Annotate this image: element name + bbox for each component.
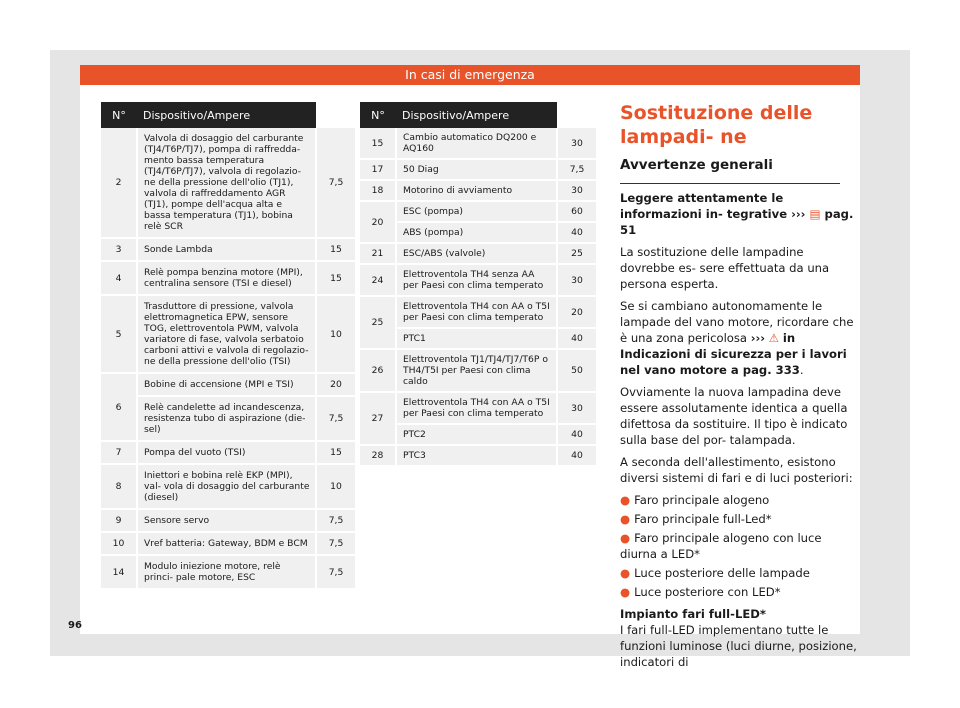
- fuse-device: Modulo iniezione motore, relè princi- pale motore, ESC: [137, 555, 316, 589]
- fuse-device: Relè candelette ad incandescenza, resistenza tubo di aspirazione (die- sel): [137, 396, 316, 441]
- fuse-number: 18: [360, 180, 396, 201]
- fuse-device: Relè pompa benzina motore (MPI), centralina sensore (TSI e diesel): [137, 261, 316, 295]
- fuse-ampere: 10: [316, 295, 355, 373]
- fuse-number: 28: [360, 445, 396, 466]
- fuse-number: 5: [101, 295, 137, 373]
- fuse-ampere: 7,5: [316, 396, 355, 441]
- table-row: [360, 159, 596, 180]
- table-row: [101, 373, 355, 396]
- fuse-number: 24: [360, 264, 396, 296]
- fuse-device: ESC (pompa): [396, 201, 557, 222]
- fuse-number: 15: [360, 128, 396, 159]
- table-row: [360, 201, 596, 222]
- fuse-ampere: 25: [557, 243, 596, 264]
- table-row: [101, 532, 355, 555]
- fuse-number: 4: [101, 261, 137, 295]
- fuse-number: 9: [101, 509, 137, 532]
- fuse-ampere: 7,5: [316, 509, 355, 532]
- warning-paragraph: Se si cambiano autonomamente le lampade del vano motore, ricordare che è una zona pericolosa ››› ⚠ in Indicazioni di sicurezza per i lavori nel vano motore a pag. 333.: [620, 299, 854, 377]
- fuse-device: 50 Diag: [396, 159, 557, 180]
- bullet-icon: ●: [620, 566, 631, 580]
- fuse-device: Trasduttore di pressione, valvola elettromagnetica EPW, sensore TOG, elettroventola PWM, valvola variatore di fase, valvola serbatoio carboni attivi e valvola di regolazio- ne della pressione dell'olio (TSI): [137, 295, 316, 373]
- list-item: ● Luce posteriore con LED*: [620, 585, 781, 599]
- table-row: [101, 509, 355, 532]
- table-row: [360, 243, 596, 264]
- intro-paragraph: Leggere attentamente le informazioni in- tegrative ››› ▤ pag. 51: [620, 191, 854, 237]
- table-row: [360, 264, 596, 296]
- fuse-table-left: [101, 102, 355, 590]
- fuse-device: Motorino di avviamento: [396, 180, 557, 201]
- fuse-number: 10: [101, 532, 137, 555]
- fuse-number: 14: [101, 555, 137, 589]
- book-icon: ▤: [809, 207, 821, 221]
- fuse-ampere: 50: [557, 349, 596, 392]
- fuse-number: 21: [360, 243, 396, 264]
- fuse-ampere: 7,5: [316, 128, 355, 238]
- table-row: [360, 222, 596, 243]
- fuse-ampere: 40: [557, 222, 596, 243]
- fuse-table-right: [360, 102, 596, 467]
- paragraph: I fari full-LED implementano tutte le funzioni luminose (luci diurne, posizione, indicatori di: [620, 623, 857, 669]
- fuse-ampere: 20: [316, 373, 355, 396]
- fuse-device: PTC1: [396, 328, 557, 349]
- table-row: [101, 464, 355, 509]
- table-row: [101, 295, 355, 373]
- page-link[interactable]: pag. 51: [620, 207, 854, 237]
- fuse-ampere: 30: [557, 128, 596, 159]
- fuse-device: Vref batteria: Gateway, BDM e BCM: [137, 532, 316, 555]
- fuse-device: Cambio automatico DQ200 e AQ160: [396, 128, 557, 159]
- fuse-number: 7: [101, 441, 137, 464]
- fuse-device: ESC/ABS (valvole): [396, 243, 557, 264]
- list-item: ● Luce posteriore delle lampade: [620, 566, 810, 580]
- table-row: [101, 396, 355, 441]
- fuse-device: Elettroventola TH4 con AA o T5I per Paesi con clima temperato: [396, 296, 557, 328]
- fuse-number: 3: [101, 238, 137, 261]
- bullet-icon: ●: [620, 512, 631, 526]
- fuse-device: PTC3: [396, 445, 557, 466]
- table-row: [101, 238, 355, 261]
- fuse-number: 27: [360, 392, 396, 445]
- lights-list: [620, 492, 860, 600]
- table-row: [360, 328, 596, 349]
- col-header-number: N°: [101, 102, 137, 128]
- manual-page: [68, 65, 860, 669]
- fuse-device: Bobine di accensione (MPI e TSI): [137, 373, 316, 396]
- fuse-ampere: 40: [557, 328, 596, 349]
- list-item: ● Faro principale full-Led*: [620, 512, 772, 526]
- fuse-device: Elettroventola TJ1/TJ4/TJ7/T6P o TH4/T5I per Paesi con clima caldo: [396, 349, 557, 392]
- bullet-icon: ●: [620, 585, 631, 599]
- list-item: ● Faro principale alogeno con luce diurna a LED*: [620, 531, 822, 561]
- fuse-ampere: 15: [316, 441, 355, 464]
- bulb-replacement-section: [620, 101, 860, 676]
- fuse-device: Sensore servo: [137, 509, 316, 532]
- fuse-ampere: 20: [557, 296, 596, 328]
- col-header-device: Dispositivo/Ampere: [396, 102, 557, 128]
- divider: [620, 183, 840, 184]
- table-row: [360, 445, 596, 466]
- table-row: [101, 555, 355, 589]
- fuse-ampere: 30: [557, 264, 596, 296]
- fuse-ampere: 30: [557, 392, 596, 424]
- fuse-device: Elettroventola TH4 senza AA per Paesi con clima temperato: [396, 264, 557, 296]
- table-row: [101, 128, 355, 238]
- bullet-icon: ●: [620, 493, 631, 507]
- paragraph: Ovviamente la nuova lampadina deve essere assolutamente identica a quella difettosa da sostituire. Il tipo è indicato sulla base del por- talampada.: [620, 385, 848, 447]
- section-header: In casi di emergenza: [80, 65, 860, 85]
- fuse-device: ABS (pompa): [396, 222, 557, 243]
- fuse-ampere: 15: [316, 238, 355, 261]
- fuse-ampere: 7,5: [316, 532, 355, 555]
- fuse-ampere: 30: [557, 180, 596, 201]
- fuse-number: 8: [101, 464, 137, 509]
- table-row: [360, 180, 596, 201]
- fuse-ampere: 7,5: [316, 555, 355, 589]
- table-row: [101, 441, 355, 464]
- fuse-ampere: 60: [557, 201, 596, 222]
- section-subtitle: Avvertenze generali: [620, 157, 773, 173]
- fuse-ampere: 15: [316, 261, 355, 295]
- page-number: 96: [68, 620, 82, 631]
- fuse-device: Sonde Lambda: [137, 238, 316, 261]
- fuse-number: 25: [360, 296, 396, 349]
- fuse-number: 17: [360, 159, 396, 180]
- table-row: [360, 128, 596, 159]
- fuse-device: Pompa del vuoto (TSI): [137, 441, 316, 464]
- section-title: Sostituzione delle lampadi- ne: [620, 102, 813, 148]
- fuse-device: PTC2: [396, 424, 557, 445]
- paragraph: A seconda dell'allestimento, esistono diversi sistemi di fari e di luci posteriori:: [620, 455, 853, 485]
- fuse-ampere: 40: [557, 445, 596, 466]
- bullet-icon: ●: [620, 531, 631, 545]
- fuse-number: 26: [360, 349, 396, 392]
- fuse-ampere: 40: [557, 424, 596, 445]
- safety-link[interactable]: in Indicazioni di sicurezza per i lavori nel vano motore a pag. 333: [620, 331, 847, 377]
- fuse-device: Elettroventola TH4 con AA o T5I per Paesi con clima temperato: [396, 392, 557, 424]
- table-row: [360, 349, 596, 392]
- fuse-number: 2: [101, 128, 137, 238]
- fuse-number: 6: [101, 373, 137, 441]
- fuse-device: Valvola di dosaggio del carburante (TJ4/T6P/TJ7), pompa di raffredda- mento bassa temperatura (TJ4/T6P/TJ7), valvola di regolazio- ne della pressione dell'olio (TJ1), valvola di raffreddamento AGR (TJ1), pompe dell'acqua alta e bassa temperatura (TJ1), bobina relè SCR: [137, 128, 316, 238]
- table-row: [101, 261, 355, 295]
- table-row: [360, 296, 596, 328]
- fuse-ampere: 10: [316, 464, 355, 509]
- list-item: ● Faro principale alogeno: [620, 493, 770, 507]
- fuse-ampere: 7,5: [557, 159, 596, 180]
- warning-triangle-icon: ⚠: [768, 331, 780, 345]
- table-row: [360, 392, 596, 424]
- fuse-number: 20: [360, 201, 396, 243]
- col-header-device: Dispositivo/Ampere: [137, 102, 316, 128]
- subheading: Impianto fari full-LED*: [620, 607, 766, 621]
- table-row: [360, 424, 596, 445]
- col-header-number: N°: [360, 102, 396, 128]
- fuse-device: Iniettori e bobina relè EKP (MPI), val- vola di dosaggio del carburante (diesel): [137, 464, 316, 509]
- paragraph: La sostituzione delle lampadine dovrebbe es- sere effettuata da una persona esperta.: [620, 245, 830, 291]
